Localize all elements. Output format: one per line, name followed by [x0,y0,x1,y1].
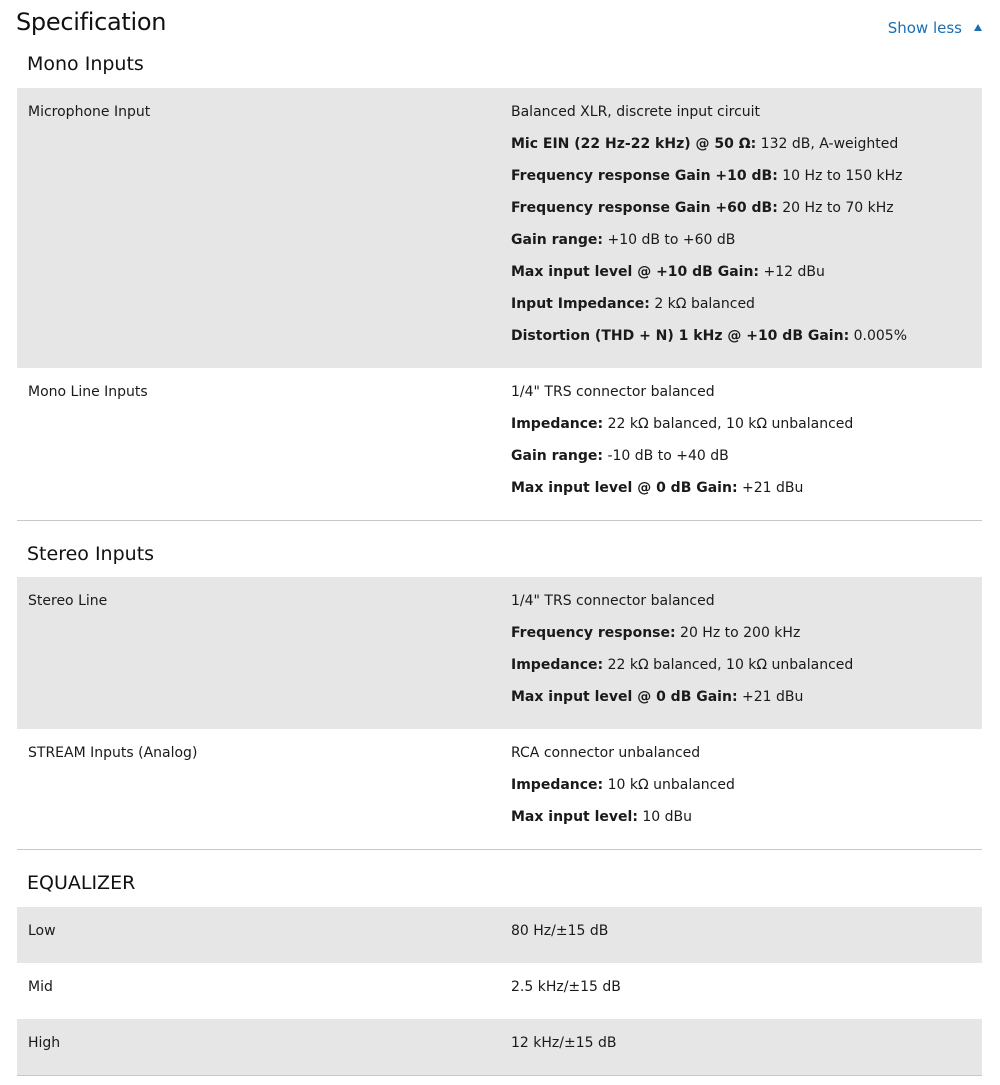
spec-row-label: Stereo Line [28,593,108,609]
spec-value-line: Balanced XLR, discrete input circuit [511,104,761,120]
spec-value-line: Max input level @ 0 dB Gain: +21 dBu [511,480,804,496]
spec-table-mono-inputs [17,88,982,520]
spec-value-line: Impedance: 22 kΩ balanced, 10 kΩ unbalanced [511,657,854,673]
spec-row [17,1019,982,1075]
spec-row-values [511,915,608,947]
show-less-label[interactable]: Show less [887,19,962,37]
spec-value-line: RCA connector unbalanced [511,745,701,761]
spec-row-label: High [28,1035,61,1051]
spec-value-line: Mic EIN (22 Hz-22 kHz) @ 50 Ω: 132 dB, A-weighted [511,136,899,152]
spec-row [17,368,982,520]
spec-value-line: Gain range: -10 dB to +40 dB [511,448,729,464]
spec-value-line: 2.5 kHz/±15 dB [511,979,621,995]
spec-value-line: Distortion (THD + N) 1 kHz @ +10 dB Gain: 0.005% [511,328,908,344]
section-title-stereo-inputs: Stereo Inputs [27,543,155,565]
spec-row-values [511,1027,616,1059]
spec-value-line: Frequency response Gain +10 dB: 10 Hz to 150 kHz [511,168,903,184]
spec-value-line: 80 Hz/±15 dB [511,923,609,939]
spec-table-equalizer [17,907,982,1075]
spec-table-stereo-inputs [17,577,982,849]
spec-value-line: Gain range: +10 dB to +60 dB [511,232,736,248]
spec-value-line: 1/4" TRS connector balanced [511,593,715,609]
spec-value-line: Frequency response: 20 Hz to 200 kHz [511,625,801,641]
spec-row [17,577,982,729]
spec-row [17,963,982,1019]
spec-value-line: Max input level @ 0 dB Gain: +21 dBu [511,689,804,705]
spec-row-label: STREAM Inputs (Analog) [28,745,198,761]
section-divider [17,1075,982,1076]
show-less-toggle[interactable] [888,19,982,37]
section-divider [17,849,982,850]
caret-up-icon[interactable] [974,24,982,31]
spec-row-values [511,971,621,1003]
spec-value-line: Impedance: 22 kΩ balanced, 10 kΩ unbalanced [511,416,854,432]
spec-value-line: Max input level @ +10 dB Gain: +12 dBu [511,264,825,280]
spec-value-line: 12 kHz/±15 dB [511,1035,617,1051]
spec-row-label: Mid [28,979,53,995]
spec-row-values [511,737,735,833]
spec-value-line: Max input level: 10 dBu [511,809,693,825]
spec-row-label: Microphone Input [28,104,151,120]
spec-row-values [511,376,853,504]
section-title-mono-inputs: Mono Inputs [27,53,144,75]
spec-row [17,729,982,849]
spec-value-line: Input Impedance: 2 kΩ balanced [511,296,755,312]
spec-row [17,907,982,963]
section-title-equalizer: EQUALIZER [27,872,136,894]
spec-row-label: Low [28,923,56,939]
spec-row-values [511,585,853,713]
spec-row-values [511,96,907,352]
spec-value-line: Frequency response Gain +60 dB: 20 Hz to 70 kHz [511,200,894,216]
spec-value-line: Impedance: 10 kΩ unbalanced [511,777,735,793]
section-divider [17,520,982,521]
spec-row-label: Mono Line Inputs [28,384,148,400]
spec-row [17,88,982,368]
page-title: Specification [16,8,167,36]
spec-value-line: 1/4" TRS connector balanced [511,384,715,400]
